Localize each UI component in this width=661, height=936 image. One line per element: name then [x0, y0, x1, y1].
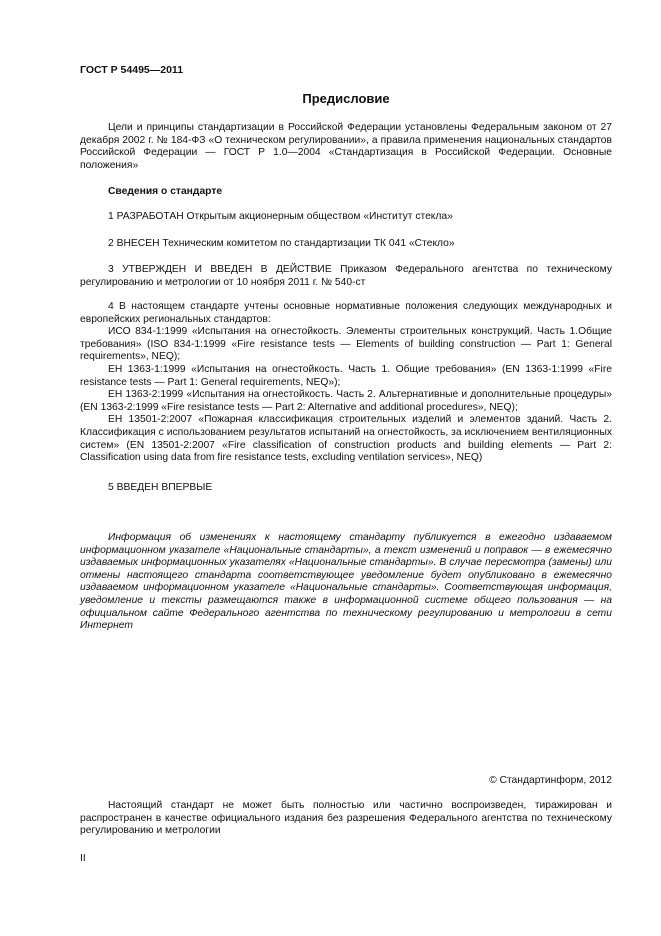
- item-4-section: [80, 301, 612, 465]
- about-heading: Сведения о стандарте: [108, 186, 223, 197]
- item-4: 4 В настоящем стандарте учтены основные нормативные положения следующих международных и европейских региональных стандартов:: [80, 301, 612, 325]
- intro-paragraph: Цели и принципы стандартизации в Российской Федерации установлены Федеральным законом от 27 декабря 2002 г. № 184-ФЗ «О техническом регулировании», а правила применения национальных стандартов Российской Федерации — ГОСТ Р 1.0—2004 «Стандартизация в Российской Федерации. Основные положения»: [80, 122, 612, 171]
- page-title: Предисловие: [302, 91, 390, 106]
- document-header: ГОСТ Р 54495—2011: [80, 64, 184, 76]
- item-3: 3 УТВЕРЖДЕН И ВВЕДЕН В ДЕЙСТВИЕ Приказом Федерального агентства по техническому регулированию и метрологии от 10 ноября 2011 г. № 540-ст: [80, 264, 612, 288]
- standard-reference: ЕН 1363-2:1999 «Испытания на огнестойкость. Часть 2. Альтернативные и дополнительные процедуры» (EN 1363-2:1999 «Fire resistance tests — Part 2: Alternative and additional procedures», NEQ);: [80, 389, 612, 413]
- page-number: II: [80, 853, 86, 864]
- item-1: 1 РАЗРАБОТАН Открытым акционерным обществом «Институт стекла»: [108, 211, 453, 222]
- item-2: 2 ВНЕСЕН Техническим комитетом по стандартизации ТК 041 «Стекло»: [108, 238, 455, 249]
- standard-reference: ЕН 13501-2:2007 «Пожарная классификация строительных изделий и элементов зданий. Часть 2. Классификация с использованием результатов испытаний на огнестойкость, за исключением вентиляционных систем» (EN 13501-2:2007 «Fire classification of construction products and building elements — Part 2: Classification using data from fire resistance tests, excluding ventilation services», NEQ): [80, 414, 612, 464]
- item-5: 5 ВВЕДЕН ВПЕРВЫЕ: [108, 482, 213, 493]
- standard-reference: ЕН 1363-1:1999 «Испытания на огнестойкость. Часть 1. Общие требования» (EN 1363-1:1999 «Fire resistance tests — Part 1: General requirements, NEQ»);: [80, 363, 612, 388]
- standard-reference: ИСО 834-1:1999 «Испытания на огнестойкость. Элементы строительных конструкций. Часть 1.Общие требования» (ISO 834-1:1999 «Fire resistance tests — Elements of building construction — Part 1: General requirements», NEQ);: [80, 326, 612, 363]
- copyright: © Стандартинформ, 2012: [489, 775, 612, 786]
- rights-notice: Настоящий стандарт не может быть полностью или частично воспроизведен, тиражирован и распространен в качестве официального издания без разрешения Федерального агентства по техническому регулированию и метрологии: [80, 800, 612, 837]
- info-note: Информация об изменениях к настоящему стандарту публикуется в ежегодно издаваемом информационном указателе «Национальные стандарты», а текст изменений и поправок — в ежемесячно издаваемых информационных указателях «Национальные стандарты». В случае пересмотра (замены) или отмены настоящего стандарта соответствующее уведомление будет опубликовано в ежемесячно издаваемом информационном указателе «Национальные стандарты». Соответствующая информация, уведомление и тексты размещаются также в информационной системе общего пользования — на официальном сайте Федерального агентства по техническому регулированию и метрологии в сети Интернет: [80, 532, 612, 632]
